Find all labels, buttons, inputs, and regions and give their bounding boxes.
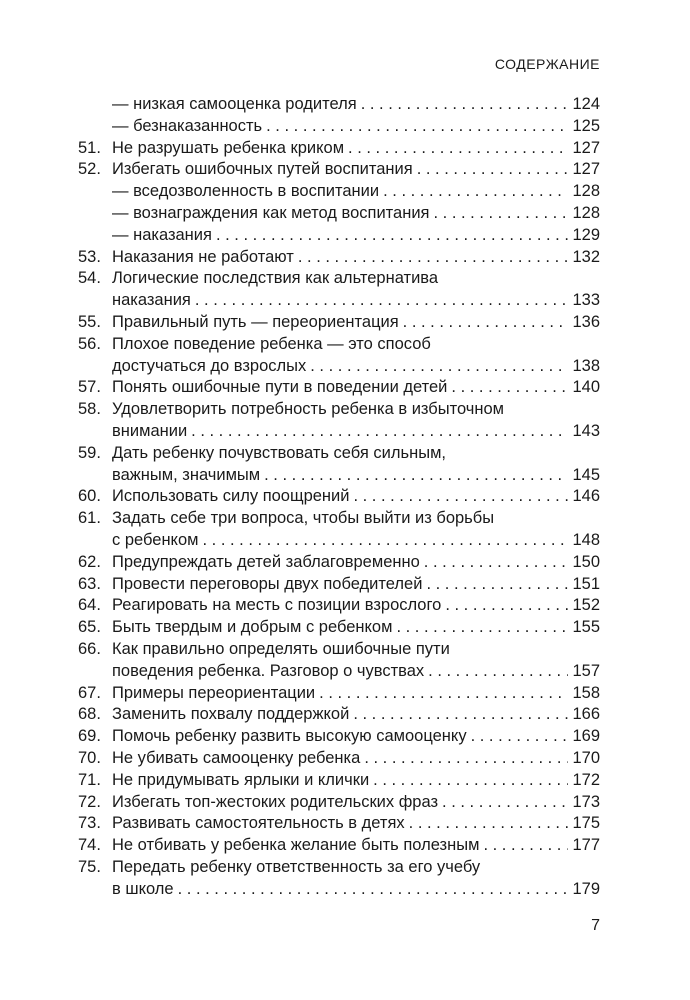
dot-leader: [361, 94, 569, 116]
toc-entry-page: 128: [572, 203, 600, 222]
toc-entry-title: Реагировать на месть с позиции взрослого: [112, 596, 442, 615]
dot-leader: [396, 617, 568, 639]
toc-entry-page: 157: [572, 661, 600, 680]
toc-entry-page: 173: [572, 792, 600, 811]
toc-entry-page: 172: [572, 770, 600, 789]
toc-entry-number: 65.: [78, 618, 101, 637]
toc-entry-title: Понять ошибочные пути в поведении детей: [112, 378, 448, 397]
toc-entry-title: Предупреждать детей заблаговременно: [112, 552, 420, 571]
toc-entry-number: 68.: [78, 705, 101, 724]
toc-entry-number: 64.: [78, 596, 101, 615]
dot-leader: [442, 792, 568, 814]
toc-entry-number: 67.: [78, 683, 101, 702]
toc-entry: [78, 552, 600, 574]
toc-entry-page: 151: [572, 574, 600, 593]
toc-entry-page: 148: [572, 530, 600, 549]
dot-leader: [451, 377, 568, 399]
toc-entry-page: 145: [572, 465, 600, 484]
toc-entry-page: 158: [572, 683, 600, 702]
toc-entry-page: 124: [572, 95, 600, 113]
toc-entry-number: 56.: [78, 334, 101, 353]
dot-leader: [424, 552, 569, 574]
toc-entry-number: 66.: [78, 639, 101, 658]
dot-leader: [353, 704, 568, 726]
table-of-contents: [78, 94, 600, 900]
toc-entry-title: Передать ребенку ответственность за его учебу: [112, 857, 481, 876]
toc-entry-title: Плохое поведение ребенка — это способ: [112, 334, 431, 353]
dot-leader: [319, 683, 568, 705]
toc-entry-title: в школе: [112, 879, 174, 898]
toc-entry: [78, 94, 600, 116]
toc-entry: [78, 138, 600, 160]
toc-entry: [78, 704, 600, 726]
toc-entry: [78, 813, 600, 835]
dot-leader: [403, 312, 569, 334]
toc-entry-page: 138: [572, 356, 600, 375]
toc-entry-title: Логические последствия как альтернатива: [112, 269, 439, 288]
toc-entry-number: 57.: [78, 378, 101, 397]
toc-entry-title: важным, значимым: [112, 465, 261, 484]
toc-entry-page: 125: [572, 116, 600, 135]
dot-leader: [471, 726, 569, 748]
toc-entry: [78, 835, 600, 857]
toc-entry-title: внимании: [112, 421, 188, 440]
dot-leader: [202, 530, 568, 552]
toc-entry-title: Не придумывать ярлыки и клички: [112, 770, 370, 789]
toc-entry-page: 143: [572, 421, 600, 440]
toc-entry: [78, 399, 600, 443]
dot-leader: [483, 835, 568, 857]
toc-entry-page: 133: [572, 291, 600, 310]
dot-leader: [373, 770, 568, 792]
toc-entry-number: 51.: [78, 138, 101, 157]
toc-entry: [78, 334, 600, 378]
toc-entry-number: 73.: [78, 814, 101, 833]
toc-entry-page: 155: [572, 618, 600, 637]
toc-entry-number: 63.: [78, 574, 101, 593]
toc-entry-number: 71.: [78, 770, 101, 789]
dot-leader: [364, 748, 568, 770]
toc-entry-page: 152: [572, 596, 600, 615]
toc-entry: [78, 116, 600, 138]
toc-entry: [78, 268, 600, 312]
toc-entry-title: Удовлетворить потребность ребенка в избыточном: [112, 400, 505, 419]
toc-entry-title: Развивать самостоятельность в детях: [112, 814, 405, 833]
toc-entry: [78, 792, 600, 814]
toc-entry-title: Не убивать самооценку ребенка: [112, 748, 361, 767]
dot-leader: [417, 159, 569, 181]
toc-entry-title: — наказания: [112, 225, 212, 244]
toc-entry-page: 129: [572, 225, 600, 244]
toc-entry-number: 55.: [78, 312, 101, 331]
toc-entry-title: поведения ребенка. Разговор о чувствах: [112, 661, 425, 680]
toc-entry: [78, 247, 600, 269]
toc-entry: [78, 617, 600, 639]
toc-entry-title: — вседозволенность в воспитании: [112, 182, 380, 201]
toc-entry-title: Не отбивать у ребенка желание быть полезным: [112, 836, 480, 855]
toc-entry-title: Использовать силу поощрений: [112, 487, 350, 506]
toc-entry: [78, 683, 600, 705]
toc-entry-page: 132: [572, 247, 600, 266]
toc-entry-title: Правильный путь — переориентация: [112, 312, 399, 331]
toc-entry-number: 61.: [78, 509, 101, 528]
toc-entry-title: Не разрушать ребенка криком: [112, 138, 345, 157]
dot-leader: [383, 181, 568, 203]
toc-entry: [78, 748, 600, 770]
toc-entry-title: наказания: [112, 291, 191, 310]
toc-entry-title: Избегать ошибочных путей воспитания: [112, 160, 413, 179]
toc-entry-page: 140: [572, 378, 600, 397]
toc-entry: [78, 225, 600, 247]
toc-entry: [78, 595, 600, 617]
toc-entry-title: Помочь ребенку развить высокую самооценку: [112, 727, 467, 746]
dot-leader: [445, 595, 568, 617]
toc-entry: [78, 443, 600, 487]
dot-leader: [216, 225, 569, 247]
running-header: СОДЕРЖАНИЕ: [494, 56, 600, 72]
dot-leader: [191, 421, 568, 443]
toc-entry-number: 62.: [78, 552, 101, 571]
toc-entry-number: 59.: [78, 443, 101, 462]
toc-entry: [78, 508, 600, 552]
dot-leader: [195, 290, 569, 312]
toc-entry: [78, 726, 600, 748]
toc-entry-number: 74.: [78, 836, 101, 855]
dot-leader: [266, 116, 568, 138]
toc-entry-title: Избегать топ-жестоких родительских фраз: [112, 792, 439, 811]
toc-entry-number: 54.: [78, 269, 101, 288]
dot-leader: [426, 574, 568, 596]
toc-entry: [78, 574, 600, 596]
toc-entry-title: Задать себе три вопроса, чтобы выйти из борьбы: [112, 509, 495, 528]
toc-entry: [78, 857, 600, 901]
toc-entry-page: 127: [572, 160, 600, 179]
toc-entry-number: 58.: [78, 400, 101, 419]
toc-entry-number: 70.: [78, 748, 101, 767]
toc-entry-title: Примеры переориентации: [112, 683, 316, 702]
toc-entry-page: 179: [572, 879, 600, 898]
dot-leader: [409, 813, 569, 835]
toc-entry-page: 127: [572, 138, 600, 157]
toc-entry-page: 146: [572, 487, 600, 506]
toc-entry-title: — безнаказанность: [112, 116, 263, 135]
toc-entry: [78, 486, 600, 508]
toc-entry-title: достучаться до взрослых: [112, 356, 307, 375]
toc-entry-title: с ребенком: [112, 530, 199, 549]
toc-entry-number: 72.: [78, 792, 101, 811]
toc-entry-page: 166: [572, 705, 600, 724]
dot-leader: [178, 879, 569, 901]
toc-entry-number: 69.: [78, 727, 101, 746]
toc-entry-title: — вознаграждения как метод воспитания: [112, 203, 430, 222]
toc-entry-title: Дать ребенку почувствовать себя сильным,: [112, 443, 446, 462]
dot-leader: [428, 661, 568, 683]
dot-leader: [348, 138, 568, 160]
toc-entry-page: 170: [572, 748, 600, 767]
toc-entry: [78, 639, 600, 683]
toc-entry-number: 75.: [78, 857, 101, 876]
toc-entry-title: Провести переговоры двух победителей: [112, 574, 423, 593]
toc-entry: [78, 203, 600, 225]
toc-entry: [78, 312, 600, 334]
toc-entry-number: 52.: [78, 160, 101, 179]
page-number: 7: [591, 917, 600, 934]
toc-entry: [78, 377, 600, 399]
toc-entry-number: 60.: [78, 487, 101, 506]
toc-entry-title: Как правильно определять ошибочные пути: [112, 639, 450, 658]
toc-entry-page: 128: [572, 182, 600, 201]
toc-entry: [78, 159, 600, 181]
toc-entry-number: 53.: [78, 247, 101, 266]
dot-leader: [433, 203, 568, 225]
toc-entry-title: Заменить похвалу поддержкой: [112, 705, 350, 724]
toc-entry-page: 150: [572, 552, 600, 571]
dot-leader: [310, 356, 568, 378]
toc-entry-title: Быть твердым и добрым с ребенком: [112, 618, 393, 637]
toc-entry-page: 136: [572, 312, 600, 331]
dot-leader: [264, 465, 568, 487]
toc-entry-title: — низкая самооценка родителя: [112, 95, 357, 113]
dot-leader: [353, 486, 568, 508]
toc-entry-page: 177: [572, 836, 600, 855]
toc-entry: [78, 770, 600, 792]
dot-leader: [298, 247, 569, 269]
toc-entry-title: Наказания не работают: [112, 247, 294, 266]
toc-entry: [78, 181, 600, 203]
toc-entry-page: 175: [572, 814, 600, 833]
toc-entry-page: 169: [572, 727, 600, 746]
